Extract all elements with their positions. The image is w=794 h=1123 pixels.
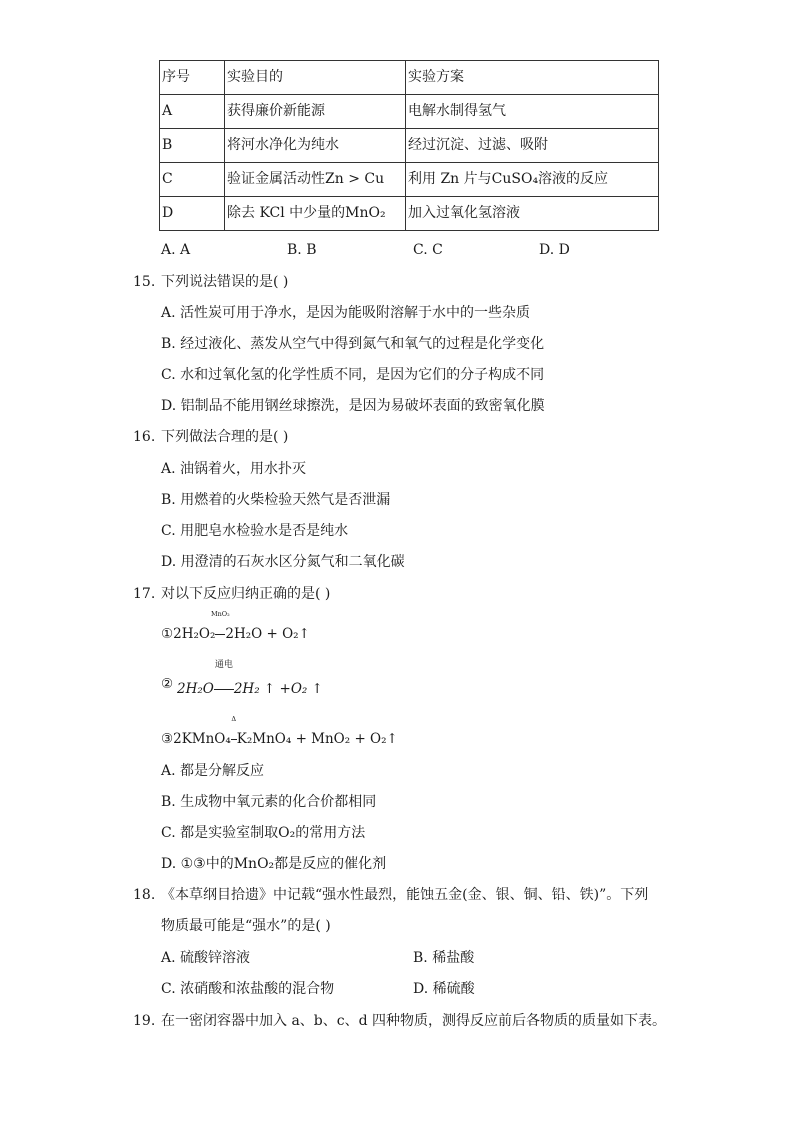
reaction-condition [214,660,234,699]
equation-1 [161,610,310,644]
equation-number: ② [161,676,174,692]
table-cell: 利用 Zn 片与CuSO₄溶液的反应 [406,163,659,197]
experiment-table [159,60,659,231]
table-row [160,163,659,197]
question-stem: 下列做法合理的是( ) [161,429,289,445]
equation-right: 2H₂O + O₂↑ [225,626,310,642]
question-stem: 下列说法错误的是( ) [161,274,289,290]
condition-label: MnO₂ [210,610,230,618]
equation-left: 2H₂O [177,681,214,697]
table-cell: 加入过氧化氢溶液 [406,197,659,231]
question-stem-continued: 物质最可能是“强水”的是( ) [161,918,331,934]
question-stem: 在一密闭容器中加入 a、b、c、d 四种物质，测得反应前后各物质的质量如下表。 [161,1013,667,1029]
question-number: 19. [133,1013,156,1029]
equation-2-body [177,660,323,699]
equation-left: ③2KMnO₄ [161,731,231,747]
table-cell: 获得廉价新能源 [225,95,406,129]
table-header-cell: 实验方案 [406,61,659,95]
reaction-condition [210,610,230,644]
option-a[interactable]: A. A [161,242,191,258]
table-cell: 经过沉淀、过滤、吸附 [406,129,659,163]
option-b[interactable]: B. 用燃着的火柴检验天然气是否泄漏 [161,492,391,508]
equation-right: 2H₂ ↑ +O₂ ↑ [233,681,323,697]
option-d[interactable]: D. ①③中的MnO₂都是反应的催化剂 [161,856,387,872]
table-cell: 电解水制得氢气 [406,95,659,129]
option-b[interactable]: B. 稀盐酸 [413,950,475,966]
option-a[interactable]: A. 硫酸锌溶液 [161,950,251,966]
option-a[interactable]: A. 油锅着火，用水扑灭 [161,461,307,477]
table-cell: A [160,95,225,129]
table-cell: B [160,129,225,163]
option-c[interactable]: C. 用肥皂水检验水是否是纯水 [161,523,349,539]
table-cell: 除去 KCl 中少量的MnO₂ [225,197,406,231]
table-header-row [160,61,659,95]
equation-right: K₂MnO₄ + MnO₂ + O₂↑ [236,731,398,747]
option-b[interactable]: B. B [287,242,317,258]
equation-3 [161,715,398,749]
reaction-condition [231,715,237,749]
table-cell: 验证金属活动性Zn > Cu [225,163,406,197]
table-row [160,197,659,231]
option-a[interactable]: A. 活性炭可用于净水，是因为能吸附溶解于水中的一些杂质 [161,305,531,321]
table-row [160,129,659,163]
option-d[interactable]: D. 铝制品不能用钢丝球擦洗，是因为易破坏表面的致密氧化膜 [161,398,545,414]
question-number: 17. [133,586,156,602]
equation-left: ①2H₂O₂ [161,626,216,642]
option-b[interactable]: B. 经过液化、蒸发从空气中得到氮气和氧气的过程是化学变化 [161,336,545,352]
option-a[interactable]: A. 都是分解反应 [161,763,265,779]
question-stem: 《本草纲目拾遗》中记载“强水性最烈，能蚀五金(金、银、铜、铅、铁)”。下列 [161,887,649,903]
question-stem: 对以下反应归纳正确的是( ) [161,586,331,602]
question-number: 18. [133,887,156,903]
option-d[interactable]: D. D [539,242,570,258]
option-d[interactable]: D. 稀硫酸 [413,981,475,997]
table-cell: 将河水净化为纯水 [225,129,406,163]
table-cell: D [160,197,225,231]
option-d[interactable]: D. 用澄清的石灰水区分氮气和二氧化碳 [161,554,405,570]
question-number: 16. [133,429,156,445]
condition-label: Δ [231,715,237,723]
option-b[interactable]: B. 生成物中氧元素的化合价都相同 [161,794,377,810]
table-header-cell: 序号 [160,61,225,95]
question-number: 15. [133,274,156,290]
equation-2 [161,674,173,694]
option-c[interactable]: C. 浓硝酸和浓盐酸的混合物 [161,981,335,997]
option-c[interactable]: C. 水和过氧化氢的化学性质不同，是因为它们的分子构成不同 [161,367,545,383]
table-header-cell: 实验目的 [225,61,406,95]
option-c[interactable]: C. C [413,242,443,258]
condition-label: 通电 [214,660,233,670]
table-row [160,95,659,129]
option-c[interactable]: C. 都是实验室制取O₂的常用方法 [161,825,366,841]
table-cell: C [160,163,225,197]
